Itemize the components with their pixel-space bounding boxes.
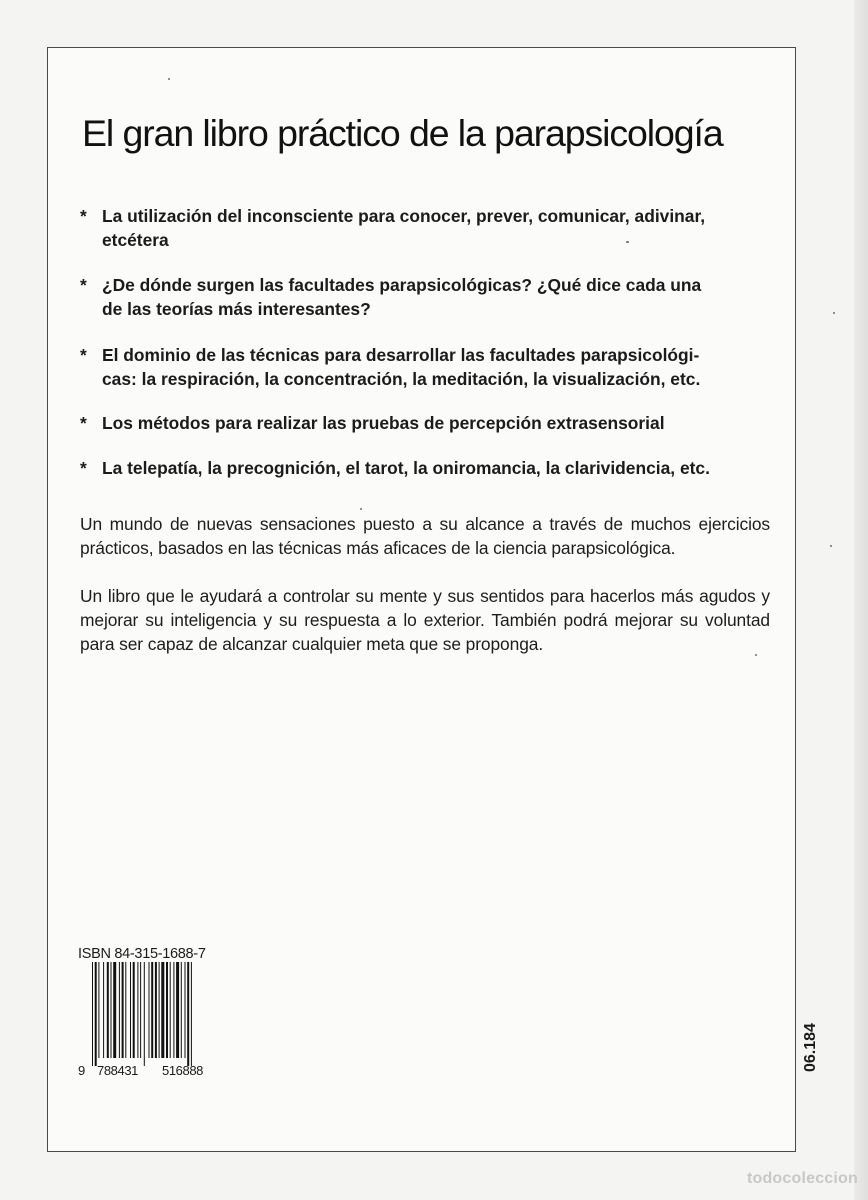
barcode-digit-group: 516888 — [162, 1063, 203, 1078]
bullet-marker: * — [80, 345, 87, 365]
description-paragraph: Un libro que le ayudará a controlar su mente y sus sentidos para hacerlos más agudos y mejorar su inteligencia y su respuesta a lo exterior. También podrá mejorar su voluntad para ser capaz de alcanzar cualquier meta que se proponga. — [80, 586, 770, 654]
barcode-bar — [111, 962, 112, 1058]
bullet-text-line: La utilización del inconsciente para conocer, prever, comunicar, adivinar, — [102, 206, 706, 226]
barcode-bar — [125, 962, 126, 1058]
description-paragraph: Un mundo de nuevas sensaciones puesto a su alcance a través de muchos ejercicios prácticos, basados en las técnicas más aficaces de la ciencia parapsicológica. — [80, 514, 770, 558]
bullet-item — [80, 204, 780, 252]
page-edge — [854, 0, 868, 1200]
barcode-bar — [185, 962, 186, 1058]
barcode-bar — [170, 962, 171, 1058]
bullet-item — [80, 273, 780, 321]
barcode-bar — [122, 962, 124, 1058]
barcode-bar — [140, 962, 141, 1058]
scan-speck — [360, 508, 362, 510]
barcode-bar — [137, 962, 138, 1058]
bullet-text-line: de las teorías más interesantes? — [102, 299, 371, 319]
barcode-bar — [98, 962, 99, 1058]
bullet-text-line: Los métodos para realizar las pruebas de percepción extrasensorial — [102, 413, 665, 433]
barcode-bar — [151, 962, 153, 1058]
bullet-text-line: etcétera — [102, 230, 169, 250]
barcode-digit-group: 9 — [78, 1063, 86, 1078]
bullet-marker: * — [80, 275, 87, 295]
barcode-bar — [155, 962, 157, 1058]
barcode-bar — [187, 962, 189, 1066]
catalog-code: 06.184 — [802, 1023, 819, 1072]
bullet-item — [80, 456, 780, 480]
barcode-bar — [191, 962, 192, 1066]
barcode-bar — [149, 962, 150, 1058]
bullet-text-line: El dominio de las técnicas para desarrollar las facultades parapsicológi- — [102, 345, 700, 365]
barcode-digit-group: 788431 — [97, 1063, 138, 1078]
bullet-text-line: cas: la respiración, la concentración, la meditación, la visualización, etc. — [102, 369, 701, 389]
barcode-bar — [119, 962, 120, 1058]
barcode-bar — [161, 962, 164, 1058]
bullet-item — [80, 411, 780, 435]
barcode-bar — [107, 962, 109, 1058]
watermark: todocoleccion — [746, 1170, 858, 1187]
barcode — [78, 962, 228, 1078]
barcode-bar — [144, 962, 145, 1066]
isbn-label: ISBN 84-315-1688-7 — [78, 946, 206, 962]
barcode-bar — [159, 962, 160, 1058]
barcode-bar — [166, 962, 168, 1058]
barcode-bar — [181, 962, 182, 1058]
scan-speck — [168, 78, 170, 80]
barcode-bar — [95, 962, 97, 1066]
barcode-bar — [176, 962, 179, 1058]
bullet-marker: * — [80, 413, 87, 433]
barcode-bar — [130, 962, 131, 1058]
barcode-bar — [133, 962, 135, 1058]
bullet-marker: * — [80, 206, 87, 226]
bullet-text-line: La telepatía, la precognición, el tarot, la oniromancia, la clarividencia, etc. — [102, 458, 710, 478]
scan-speck — [833, 312, 835, 314]
barcode-bar — [173, 962, 174, 1058]
scan-speck — [626, 241, 629, 243]
barcode-bar — [103, 962, 104, 1058]
bullet-item — [80, 343, 780, 391]
barcode-bar — [113, 962, 116, 1058]
scan-speck — [755, 654, 757, 656]
book-title: El gran libro práctico de la parapsicología — [82, 112, 723, 154]
scan-speck — [830, 545, 832, 547]
bullet-marker: * — [80, 458, 87, 478]
barcode-bar — [92, 962, 93, 1066]
bullet-text-line: ¿De dónde surgen las facultades parapsicológicas? ¿Qué dice cada una — [102, 275, 702, 295]
